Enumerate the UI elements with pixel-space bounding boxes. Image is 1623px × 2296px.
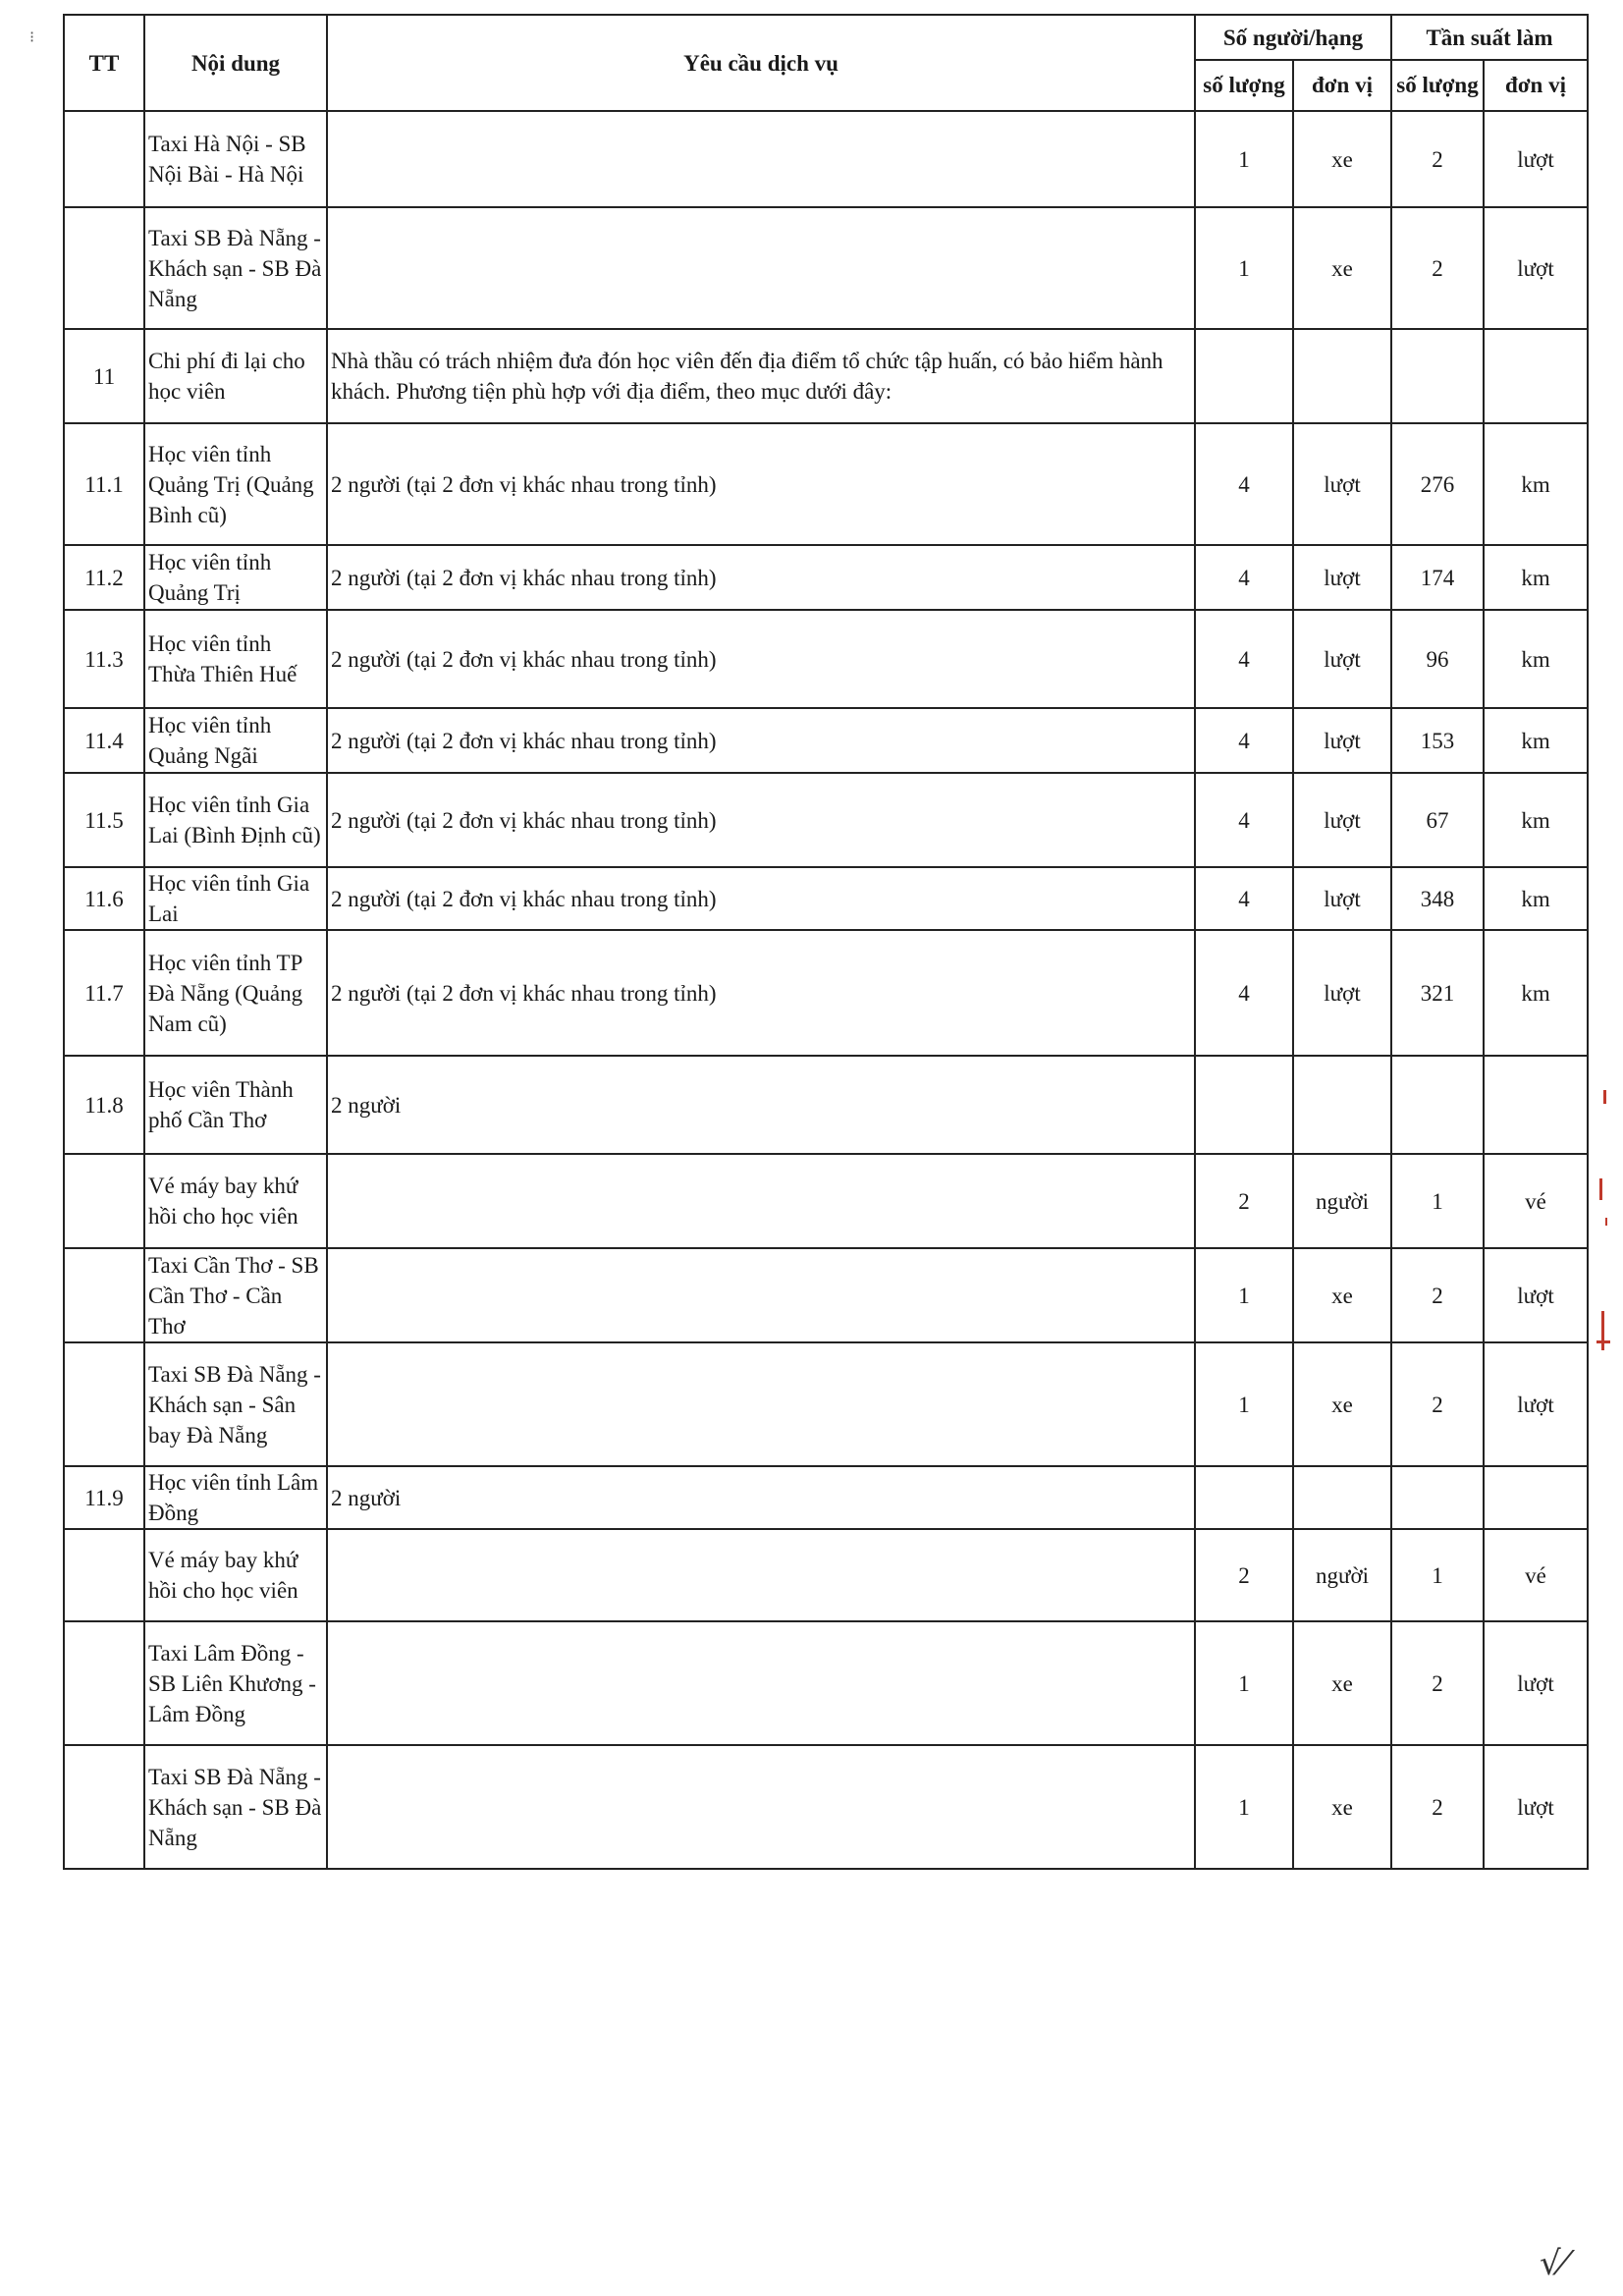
row-qty2: 348	[1391, 867, 1484, 930]
row-tt: 11.3	[64, 610, 144, 708]
row-unit2	[1484, 329, 1588, 423]
table-row	[64, 1621, 1588, 1745]
row-tt: 11.4	[64, 708, 144, 773]
row-unit2: km	[1484, 773, 1588, 867]
row-requirement	[327, 1745, 1195, 1869]
row-qty: 4	[1195, 423, 1293, 545]
row-qty: 1	[1195, 1621, 1293, 1745]
row-tt: 11.6	[64, 867, 144, 930]
table-row	[64, 610, 1588, 708]
header-row-top	[64, 15, 1588, 60]
row-unit: lượt	[1293, 423, 1391, 545]
header-unit2: đơn vị	[1484, 60, 1588, 111]
row-unit: lượt	[1293, 610, 1391, 708]
row-unit2: lượt	[1484, 207, 1588, 329]
row-requirement	[327, 1154, 1195, 1248]
row-qty2: 67	[1391, 773, 1484, 867]
row-qty: 4	[1195, 610, 1293, 708]
row-unit2: lượt	[1484, 1342, 1588, 1466]
row-unit: xe	[1293, 111, 1391, 207]
row-qty: 4	[1195, 867, 1293, 930]
row-tt	[64, 207, 144, 329]
row-content: Học viên tỉnh Gia Lai	[144, 867, 327, 930]
table-row	[64, 1745, 1588, 1869]
row-content: Học viên tỉnh Lâm Đồng	[144, 1466, 327, 1529]
row-qty2	[1391, 1056, 1484, 1154]
row-unit2: km	[1484, 423, 1588, 545]
table-row	[64, 111, 1588, 207]
row-unit: xe	[1293, 1248, 1391, 1342]
row-qty2: 2	[1391, 1342, 1484, 1466]
row-content: Học viên tỉnh Thừa Thiên Huế	[144, 610, 327, 708]
row-tt	[64, 1529, 144, 1621]
row-content: Vé máy bay khứ hồi cho học viên	[144, 1154, 327, 1248]
row-unit2: lượt	[1484, 1745, 1588, 1869]
row-unit2: lượt	[1484, 1248, 1588, 1342]
row-qty	[1195, 329, 1293, 423]
row-unit	[1293, 1056, 1391, 1154]
row-content: Taxi Cần Thơ - SB Cần Thơ - Cần Thơ	[144, 1248, 327, 1342]
row-qty: 4	[1195, 773, 1293, 867]
row-qty2: 2	[1391, 1248, 1484, 1342]
row-qty: 1	[1195, 1745, 1293, 1869]
header-qty2: số lượng	[1391, 60, 1484, 111]
table-row	[64, 1248, 1588, 1342]
row-unit	[1293, 329, 1391, 423]
row-unit: người	[1293, 1529, 1391, 1621]
row-unit: lượt	[1293, 930, 1391, 1056]
row-content: Taxi SB Đà Nẵng - Khách sạn - SB Đà Nẵng	[144, 207, 327, 329]
row-qty2: 2	[1391, 207, 1484, 329]
row-qty	[1195, 1056, 1293, 1154]
row-content: Học viên tỉnh Gia Lai (Bình Định cũ)	[144, 773, 327, 867]
row-unit: xe	[1293, 1621, 1391, 1745]
row-unit2: km	[1484, 708, 1588, 773]
row-qty: 4	[1195, 708, 1293, 773]
row-requirement: 2 người (tại 2 đơn vị khác nhau trong tỉnh)	[327, 930, 1195, 1056]
row-requirement: 2 người	[327, 1056, 1195, 1154]
row-tt: 11.9	[64, 1466, 144, 1529]
row-requirement: 2 người	[327, 1466, 1195, 1529]
table-row	[64, 1154, 1588, 1248]
row-content: Taxi Lâm Đồng - SB Liên Khương - Lâm Đồng	[144, 1621, 327, 1745]
row-unit2: vé	[1484, 1529, 1588, 1621]
row-tt: 11	[64, 329, 144, 423]
scan-artifact: ⁝	[29, 29, 35, 46]
row-unit: lượt	[1293, 708, 1391, 773]
row-requirement: 2 người (tại 2 đơn vị khác nhau trong tỉnh)	[327, 610, 1195, 708]
header-group-people: Số người/hạng	[1195, 15, 1391, 60]
row-content: Học viên tỉnh TP Đà Nẵng (Quảng Nam cũ)	[144, 930, 327, 1056]
row-qty2: 2	[1391, 1745, 1484, 1869]
signature-mark: √⁄	[1540, 2244, 1567, 2283]
row-content: Taxi SB Đà Nẵng - Khách sạn - SB Đà Nẵng	[144, 1745, 327, 1869]
header-tt: TT	[64, 15, 144, 111]
row-tt: 11.7	[64, 930, 144, 1056]
row-tt: 11.1	[64, 423, 144, 545]
row-content: Vé máy bay khứ hồi cho học viên	[144, 1529, 327, 1621]
table-row	[64, 1529, 1588, 1621]
row-unit: xe	[1293, 1342, 1391, 1466]
row-requirement: Nhà thầu có trách nhiệm đưa đón học viên đến địa điểm tổ chức tập huấn, có bảo hiểm hành khách. Phương tiện phù hợp với địa điểm, theo mục dưới đây:	[327, 329, 1195, 423]
row-qty: 2	[1195, 1529, 1293, 1621]
row-qty2	[1391, 329, 1484, 423]
row-tt: 11.8	[64, 1056, 144, 1154]
row-tt	[64, 1621, 144, 1745]
row-qty2: 1	[1391, 1529, 1484, 1621]
row-qty2	[1391, 1466, 1484, 1529]
table-row	[64, 773, 1588, 867]
row-unit2: km	[1484, 930, 1588, 1056]
row-content: Taxi Hà Nội - SB Nội Bài - Hà Nội	[144, 111, 327, 207]
row-qty2: 2	[1391, 111, 1484, 207]
row-qty2: 276	[1391, 423, 1484, 545]
header-content: Nội dung	[144, 15, 327, 111]
row-tt	[64, 1745, 144, 1869]
row-content: Học viên tỉnh Quảng Ngãi	[144, 708, 327, 773]
row-requirement	[327, 207, 1195, 329]
header-requirement: Yêu cầu dịch vụ	[327, 15, 1195, 111]
row-qty: 1	[1195, 1342, 1293, 1466]
row-tt	[64, 1248, 144, 1342]
row-qty2: 96	[1391, 610, 1484, 708]
row-unit2: km	[1484, 610, 1588, 708]
row-tt: 11.2	[64, 545, 144, 610]
table-row	[64, 867, 1588, 930]
table-row	[64, 545, 1588, 610]
row-unit: lượt	[1293, 773, 1391, 867]
table-row	[64, 1466, 1588, 1529]
table-row	[64, 329, 1588, 423]
row-unit2: vé	[1484, 1154, 1588, 1248]
row-requirement: 2 người (tại 2 đơn vị khác nhau trong tỉnh)	[327, 773, 1195, 867]
row-unit: lượt	[1293, 545, 1391, 610]
row-qty: 1	[1195, 207, 1293, 329]
table-row	[64, 207, 1588, 329]
row-tt	[64, 1342, 144, 1466]
row-unit2: lượt	[1484, 111, 1588, 207]
header-group-frequency: Tần suất làm	[1391, 15, 1588, 60]
row-qty: 4	[1195, 545, 1293, 610]
header-qty: số lượng	[1195, 60, 1293, 111]
row-qty2: 2	[1391, 1621, 1484, 1745]
row-unit: xe	[1293, 1745, 1391, 1869]
red-ink-mark	[1596, 1090, 1613, 1385]
row-requirement	[327, 1621, 1195, 1745]
row-qty: 4	[1195, 930, 1293, 1056]
table-row	[64, 930, 1588, 1056]
row-unit: lượt	[1293, 867, 1391, 930]
table-row	[64, 1056, 1588, 1154]
row-requirement	[327, 1529, 1195, 1621]
row-qty2: 1	[1391, 1154, 1484, 1248]
row-content: Học viên tỉnh Quảng Trị	[144, 545, 327, 610]
row-qty: 1	[1195, 111, 1293, 207]
row-requirement: 2 người (tại 2 đơn vị khác nhau trong tỉnh)	[327, 423, 1195, 545]
service-requirements-table	[63, 14, 1589, 1870]
header-unit: đơn vị	[1293, 60, 1391, 111]
row-qty: 2	[1195, 1154, 1293, 1248]
table-row	[64, 1342, 1588, 1466]
row-tt	[64, 111, 144, 207]
row-content: Chi phí đi lại cho học viên	[144, 329, 327, 423]
row-unit2	[1484, 1056, 1588, 1154]
row-unit2	[1484, 1466, 1588, 1529]
row-content: Học viên tỉnh Quảng Trị (Quảng Bình cũ)	[144, 423, 327, 545]
row-requirement: 2 người (tại 2 đơn vị khác nhau trong tỉnh)	[327, 545, 1195, 610]
row-requirement	[327, 1248, 1195, 1342]
row-qty: 1	[1195, 1248, 1293, 1342]
row-unit: người	[1293, 1154, 1391, 1248]
row-unit2: lượt	[1484, 1621, 1588, 1745]
row-qty	[1195, 1466, 1293, 1529]
row-requirement	[327, 111, 1195, 207]
row-unit	[1293, 1466, 1391, 1529]
row-qty2: 174	[1391, 545, 1484, 610]
row-requirement: 2 người (tại 2 đơn vị khác nhau trong tỉnh)	[327, 867, 1195, 930]
row-requirement: 2 người (tại 2 đơn vị khác nhau trong tỉnh)	[327, 708, 1195, 773]
row-qty2: 153	[1391, 708, 1484, 773]
row-unit: xe	[1293, 207, 1391, 329]
row-tt	[64, 1154, 144, 1248]
row-unit2: km	[1484, 545, 1588, 610]
row-unit2: km	[1484, 867, 1588, 930]
row-content: Học viên Thành phố Cần Thơ	[144, 1056, 327, 1154]
row-qty2: 321	[1391, 930, 1484, 1056]
row-tt: 11.5	[64, 773, 144, 867]
row-content: Taxi SB Đà Nẵng - Khách sạn - Sân bay Đà Nẵng	[144, 1342, 327, 1466]
table-row	[64, 423, 1588, 545]
row-requirement	[327, 1342, 1195, 1466]
table-row	[64, 708, 1588, 773]
